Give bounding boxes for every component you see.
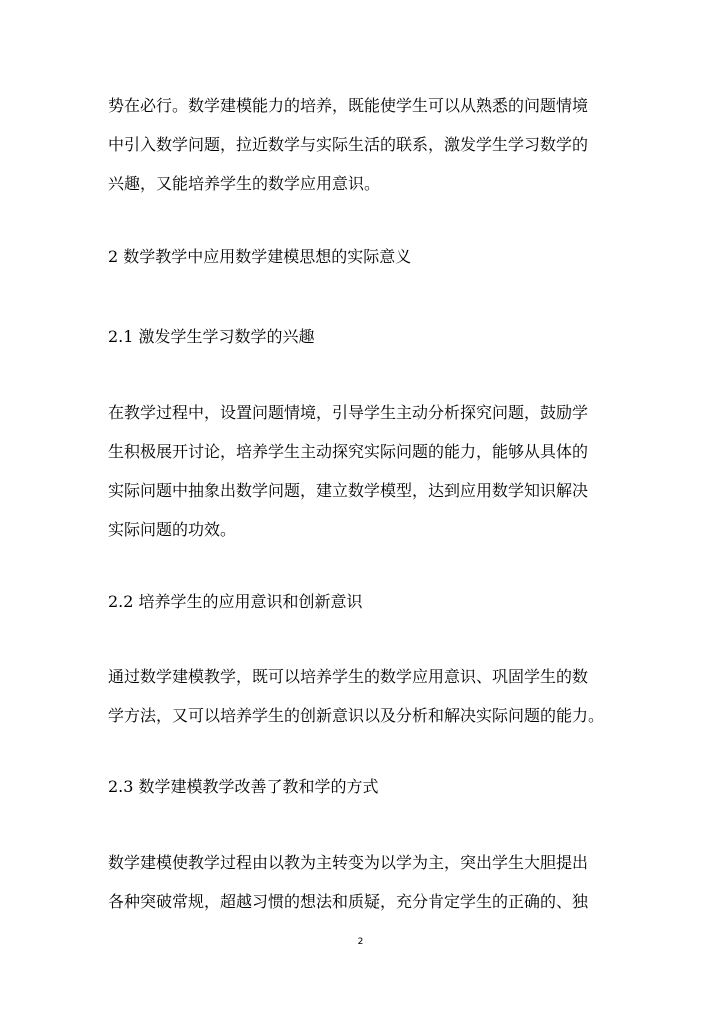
section-heading-2: 2 数学教学中应用数学建模思想的实际意义: [108, 247, 412, 266]
paragraph-line: 实际问题中抽象出数学问题，建立数学模型，达到应用数学知识解决: [108, 481, 589, 500]
section-heading-2-3: 2.3 数学建模教学改善了教和学的方式: [108, 777, 379, 796]
paragraph-line: 兴趣，又能培养学生的数学应用意识。: [108, 174, 381, 193]
section-heading-2-1: 2.1 激发学生学习数学的兴趣: [108, 327, 315, 346]
section-heading-2-2: 2.2 培养学生的应用意识和创新意识: [108, 592, 363, 611]
paragraph-line: 实际问题的功效。: [108, 520, 237, 539]
paragraph-line: 学方法，又可以培养学生的创新意识以及分析和解决实际问题的能力。: [108, 706, 605, 725]
paragraph-1: [108, 86, 624, 203]
paragraph-line: 势在必行。数学建模能力的培养，既能使学生可以从熟悉的问题情境: [108, 96, 589, 115]
paragraph-line: 各种突破常规，超越习惯的想法和质疑，充分肯定学生的正确的、独: [108, 892, 589, 911]
paragraph-2: [108, 393, 624, 549]
paragraph-line: 生积极展开讨论，培养学生主动探究实际问题的能力，能够从具体的: [108, 442, 589, 461]
paragraph-line: 数学建模使教学过程由以教为主转变为以学为主，突出学生大胆提出: [108, 853, 589, 872]
paragraph-line: 中引入数学问题，拉近数学与实际生活的联系，激发学生学习数学的: [108, 135, 589, 154]
paragraph-line: 通过数学建模教学，既可以培养学生的数学应用意识、巩固学生的数: [108, 667, 589, 686]
paragraph-3: [108, 657, 624, 735]
paragraph-line: 在教学过程中，设置问题情境，引导学生主动分析探究问题，鼓励学: [108, 403, 589, 422]
page-number: 2: [357, 937, 364, 947]
paragraph-4: [108, 843, 624, 921]
